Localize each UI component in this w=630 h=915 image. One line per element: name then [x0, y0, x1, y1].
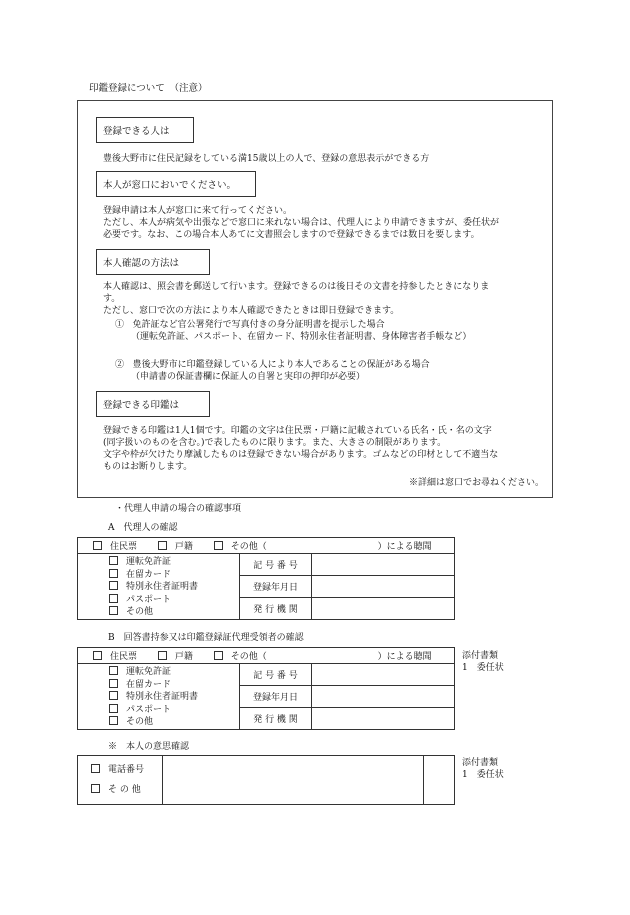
- page-title: 印鑑登録について （注意）: [89, 83, 208, 94]
- other-checkbox[interactable]: [214, 541, 223, 550]
- doc-checkbox[interactable]: [109, 581, 118, 590]
- paragraph-in-person: 登録申請は本人が窓口に来て行ってください。 ただし、本人が病気や出張などで窓口に来れない場合は、代理人により申請できますが、委任状が 必要です。なお、この場合本人あてに文書照会しますので登録できるまでは数日を要します。: [103, 206, 500, 240]
- field-label: 登録年月日: [240, 686, 312, 708]
- hearing-row-a: 住民票 戸籍 その他（ ）による聴聞: [78, 538, 455, 554]
- intent-options: 電話番号 そ の 他: [78, 756, 163, 805]
- section-b-label: B 回答書持参又は印鑑登録証代理受領者の確認: [108, 633, 304, 643]
- field-label: 記 号 番 号: [240, 554, 312, 576]
- attachments-intent: 添付書類 1 委任状: [462, 758, 504, 780]
- doc-checkbox[interactable]: [109, 679, 118, 688]
- field-label: 記 号 番 号: [240, 664, 312, 686]
- field-value[interactable]: [312, 664, 455, 686]
- doc-checkbox[interactable]: [109, 594, 118, 603]
- proxy-table-a: [77, 537, 455, 620]
- proxy-table-b: [77, 647, 455, 730]
- paragraph-seal: 登録できる印鑑は1人1個です。印鑑の文字は住民票・戸籍に記載されている氏名・氏・名の文字 (同字扱いのものを含む。)で表したものに限ります。また、大きさの制限があります。 文字や枠が欠けたり摩滅したものは登録できない場合があります。ゴムなどの印材として不適当な ものはお断りします。: [103, 426, 499, 472]
- paragraph-identity: 本人確認は、照会書を郵送して行います。登録できるのは後日その文書を持参したときになりま す。 ただし、窓口で次の方法により本人確認できたときは即日登録できます。: [103, 282, 490, 316]
- field-value[interactable]: [312, 598, 455, 620]
- intent-detail-field[interactable]: [163, 756, 424, 805]
- attachments-b: 添付書類 1 委任状: [462, 651, 504, 673]
- juminhyo-checkbox[interactable]: [93, 651, 102, 660]
- doc-checkbox[interactable]: [109, 606, 118, 615]
- field-value[interactable]: [312, 708, 455, 730]
- doc-checkbox[interactable]: [109, 556, 118, 565]
- proxy-heading: ・代理人申請の場合の確認事項: [115, 504, 242, 514]
- detail-note: ※詳細は窓口でお尋ねください。: [408, 478, 544, 488]
- field-value[interactable]: [312, 554, 455, 576]
- other-checkbox[interactable]: [214, 651, 223, 660]
- heading-identity-method: 本人確認の方法は: [96, 249, 210, 275]
- koseki-checkbox[interactable]: [158, 541, 167, 550]
- field-label: 登録年月日: [240, 576, 312, 598]
- doc-checkbox[interactable]: [109, 704, 118, 713]
- field-value[interactable]: [312, 576, 455, 598]
- section-a-label: A 代理人の確認: [108, 523, 178, 533]
- id-doc-list-a: 運転免許証 在留カード 特別永住者証明書 パスポート その他: [78, 554, 240, 620]
- method-item-1: ① 免許証など官公署発行で写真付きの身分証明書を提示した場合 （運転免許証、パスポート、在留カード、特別永住者証明書、身体障害者手帳など）: [115, 320, 472, 342]
- doc-checkbox[interactable]: [109, 716, 118, 725]
- field-label: 発 行 機 関: [240, 598, 312, 620]
- heading-registrable-seal: 登録できる印鑑は: [96, 391, 210, 417]
- field-label: 発 行 機 関: [240, 708, 312, 730]
- intent-side-field[interactable]: [424, 756, 455, 805]
- intent-table: [77, 755, 455, 805]
- notice-panel: [77, 100, 553, 498]
- method-item-2: ② 豊後大野市に印鑑登録している人により本人であることの保証がある場合 （申請書の保証書欄に保証人の自署と実印の押印が必要）: [115, 360, 430, 382]
- section-intent-label: ※ 本人の意思確認: [108, 742, 190, 752]
- koseki-checkbox[interactable]: [158, 651, 167, 660]
- paragraph-eligibility: 豊後大野市に住民記録をしている満15歳以上の人で、登録の意思表示ができる方: [103, 154, 430, 164]
- doc-checkbox[interactable]: [109, 569, 118, 578]
- heading-who-can-register: 登録できる人は: [96, 117, 194, 143]
- heading-come-in-person: 本人が窓口においでください。: [96, 171, 256, 197]
- id-doc-list-b: 運転免許証 在留カード 特別永住者証明書 パスポート その他: [78, 664, 240, 730]
- doc-checkbox[interactable]: [109, 666, 118, 675]
- juminhyo-checkbox[interactable]: [93, 541, 102, 550]
- field-value[interactable]: [312, 686, 455, 708]
- phone-checkbox[interactable]: [91, 764, 100, 773]
- doc-checkbox[interactable]: [109, 691, 118, 700]
- hearing-row-b: 住民票 戸籍 その他（ ）による聴聞: [78, 648, 455, 664]
- other-method-checkbox[interactable]: [91, 784, 100, 793]
